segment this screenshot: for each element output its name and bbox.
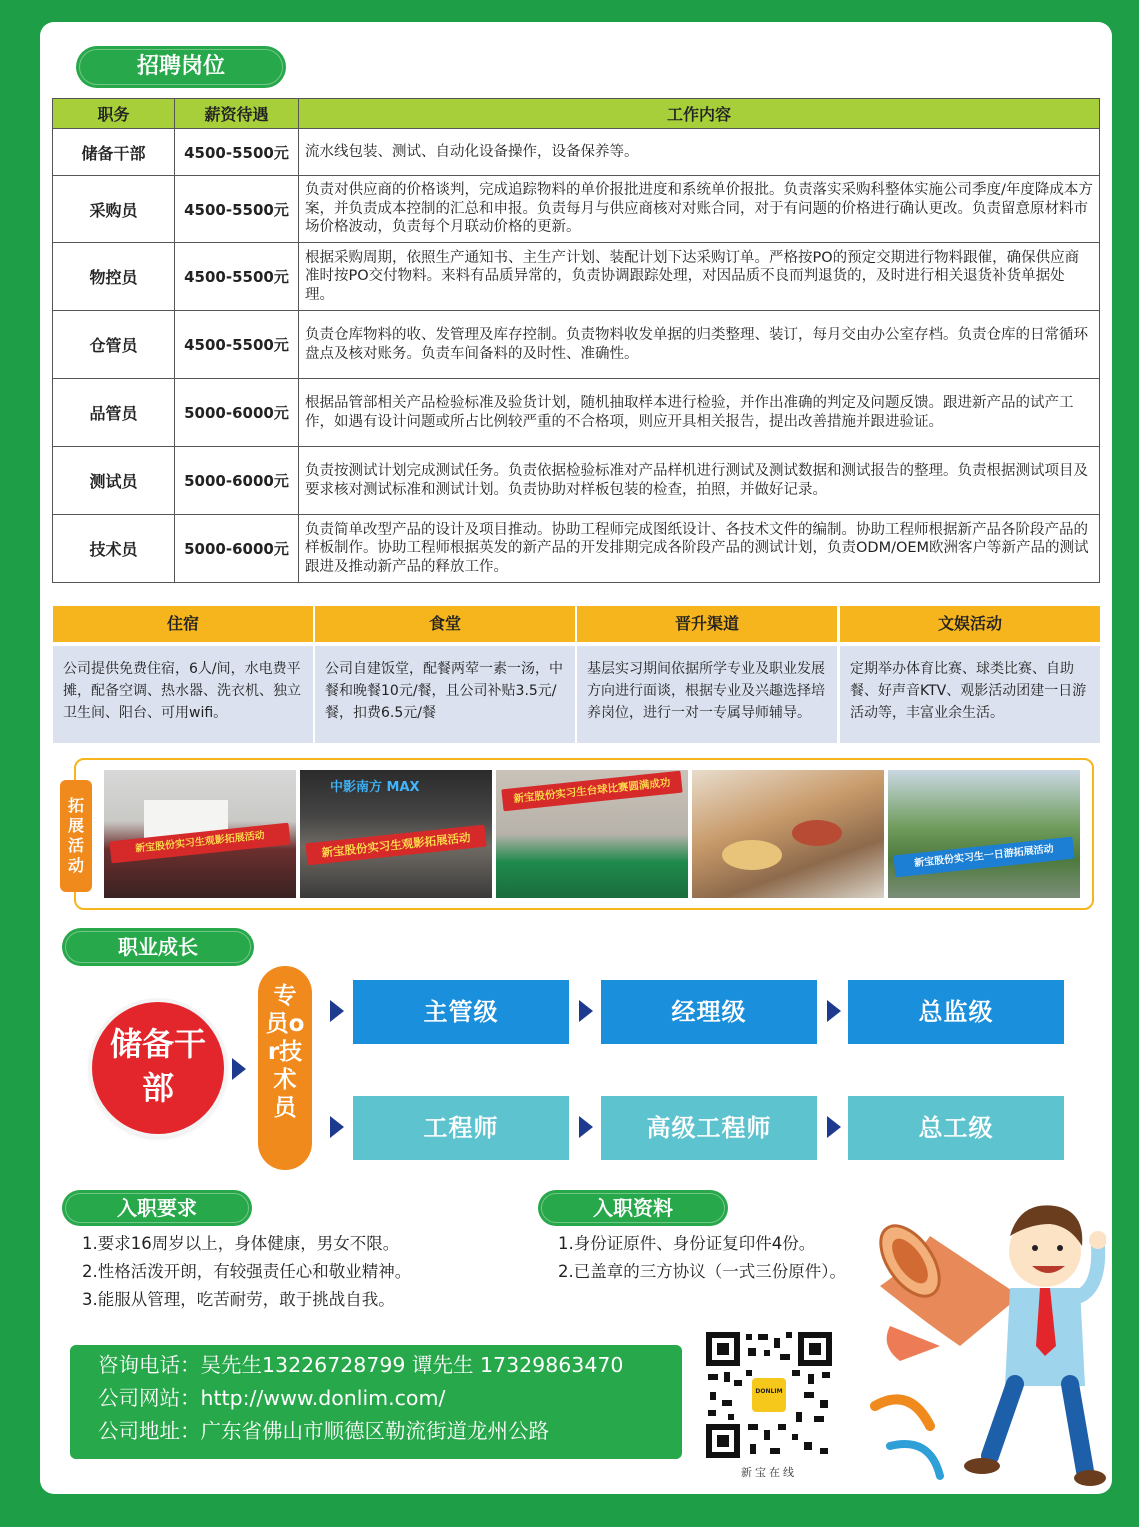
table-row xyxy=(53,515,1100,583)
career-branch-label: 专员or技术员 xyxy=(265,983,305,1121)
job-duty: 根据品管部相关产品检验标准及验货计划，随机抽取样本进行检验，并作出准确的判定及问题反馈。跟进新产品的试产工作，如遇有设计问题或所占比例较严重的不合格项，则应开具相关报告，提出改善措施并跟进验证。 xyxy=(299,379,1100,447)
qr-logo-text: DONLIM xyxy=(755,1388,783,1395)
list-item: 1.身份证原件、身份证复印件4份。 xyxy=(558,1234,816,1253)
table-row xyxy=(53,129,1100,176)
jobs-table xyxy=(52,98,1100,583)
job-salary: 5000-6000元 xyxy=(175,515,299,583)
arrow-right-icon xyxy=(330,1000,344,1022)
career-level-chief-engineer: 总工级 xyxy=(848,1096,1064,1160)
recruit-section-title: 招聘岗位 xyxy=(76,46,286,88)
activity-banner: 新宝股份实习生观影拓展活动 xyxy=(305,825,486,866)
activity-photo-cinema-group xyxy=(300,770,492,898)
job-salary: 4500-5500元 xyxy=(175,311,299,379)
megaphone-character-illustration xyxy=(870,1176,1106,1496)
header-duty: 工作内容 xyxy=(299,99,1100,129)
job-salary: 4500-5500元 xyxy=(175,176,299,243)
arrow-right-icon xyxy=(579,1116,593,1138)
table-row xyxy=(53,447,1100,515)
contact-address: 公司地址：广东省佛山市顺德区勒流街道龙州公路 xyxy=(98,1419,549,1443)
career-section-title: 职业成长 xyxy=(62,928,254,966)
activity-photo-buffet xyxy=(692,770,884,898)
job-salary: 4500-5500元 xyxy=(175,243,299,311)
job-duty: 负责简单改型产品的设计及项目推动。协助工程师完成图纸设计、各技术文件的编制。协助工程师根据新产品各阶段产品的样板制作。协助工程师根据英发的新产品的开发排期完成各阶段产品的测试计划，负责ODM/OEM欧洲客户等新产品的测试跟进及推动新产品的释放工作。 xyxy=(299,515,1100,583)
activity-photo-outing xyxy=(888,770,1080,898)
job-salary: 4500-5500元 xyxy=(175,129,299,176)
activity-banner: 新宝股份实习生一日游拓展活动 xyxy=(893,837,1074,878)
benefit-text: 公司提供免费住宿，6人/间，水电费平摊，配备空调、热水器、洗衣机、独立卫生间、阳台、可用wifi。 xyxy=(53,646,313,743)
contact-phone: 咨询电话：吴先生13226728799 谭先生 17329863470 xyxy=(98,1353,624,1377)
benefit-entertainment xyxy=(840,606,1100,743)
arrow-right-icon xyxy=(827,1116,841,1138)
benefit-housing xyxy=(53,606,313,743)
career-level-supervisor: 主管级 xyxy=(353,980,569,1044)
documents-list xyxy=(558,1230,846,1286)
benefit-title: 文娱活动 xyxy=(840,606,1100,642)
benefit-canteen xyxy=(315,606,575,743)
job-salary: 5000-6000元 xyxy=(175,447,299,515)
career-level-director: 总监级 xyxy=(848,980,1064,1044)
food-tray xyxy=(792,820,842,846)
job-salary: 5000-6000元 xyxy=(175,379,299,447)
benefit-title: 住宿 xyxy=(53,606,313,642)
requirements-section-title: 入职要求 xyxy=(62,1190,252,1226)
cinema-sign: 中影南方 MAX xyxy=(330,780,420,795)
arrow-right-icon xyxy=(827,1000,841,1022)
table-row xyxy=(53,243,1100,311)
career-level-engineer: 工程师 xyxy=(353,1096,569,1160)
activity-banner: 新宝股份实习生台球比赛圆满成功 xyxy=(501,771,682,812)
job-duty: 流水线包装、测试、自动化设备操作，设备保养等。 xyxy=(299,129,1100,176)
table-row xyxy=(53,379,1100,447)
activities-tag: 拓展活动 xyxy=(60,780,92,892)
career-level-senior-engineer: 高级工程师 xyxy=(601,1096,817,1160)
header-salary: 薪资待遇 xyxy=(175,99,299,129)
arrow-right-icon xyxy=(330,1116,344,1138)
career-level-manager: 经理级 xyxy=(601,980,817,1044)
activity-photo-billiards xyxy=(496,770,688,898)
activity-photo-cinema-hall xyxy=(104,770,296,898)
benefit-text: 基层实习期间依据所学专业及职业发展方向进行面谈，根据专业及兴趣选择培养岗位，进行一对一专属导师辅导。 xyxy=(577,646,837,743)
benefit-title: 晋升渠道 xyxy=(577,606,837,642)
list-item: 2.已盖章的三方协议（一式三份原件）。 xyxy=(558,1262,846,1281)
job-position: 储备干部 xyxy=(53,129,175,176)
arrow-right-icon xyxy=(579,1000,593,1022)
job-position: 仓管员 xyxy=(53,311,175,379)
job-position: 技术员 xyxy=(53,515,175,583)
food-tray xyxy=(722,840,782,870)
qr-caption: 新宝在线 xyxy=(741,1466,797,1479)
contact-box xyxy=(70,1345,682,1459)
job-position: 采购员 xyxy=(53,176,175,243)
benefit-text: 公司自建饭堂，配餐两荤一素一汤，中餐和晚餐10元/餐，且公司补贴3.5元/餐，扣费6.5元/餐 xyxy=(315,646,575,743)
list-item: 3.能服从管理，吃苦耐劳，敢于挑战自我。 xyxy=(82,1290,395,1309)
job-duty: 负责仓库物料的收、发管理及库存控制。负责物料收发单据的归类整理、装订，每月交由办公室存档。负责仓库的日常循环盘点及核对账务。负责车间备料的及时性、准确性。 xyxy=(299,311,1100,379)
jobs-table-header xyxy=(53,99,1100,129)
documents-section-title: 入职资料 xyxy=(538,1190,728,1226)
activity-banner: 新宝股份实习生观影拓展活动 xyxy=(109,823,290,864)
job-duty: 根据采购周期，依照生产通知书、主生产计划、装配计划下达采购订单。严格按PO的预定交期进行物料跟催，确保供应商准时按PO交付物料。来料有品质异常的，负责协调跟踪处理，对因品质不良而判退货的，及时进行相关退货补货单据处理。 xyxy=(299,243,1100,311)
benefit-title: 食堂 xyxy=(315,606,575,642)
arrow-right-icon xyxy=(232,1058,246,1080)
job-position: 测试员 xyxy=(53,447,175,515)
table-row xyxy=(53,176,1100,243)
list-item: 2.性格活泼开朗，有较强责任心和敬业精神。 xyxy=(82,1262,412,1281)
job-duty: 负责按测试计划完成测试任务。负责依据检验标准对产品样机进行测试及测试数据和测试报告的整理。负责根据测试项目及要求核对测试标准和测试计划。负责协助对样板包装的检查，拍照，并做好记录。 xyxy=(299,447,1100,515)
job-position: 品管员 xyxy=(53,379,175,447)
job-duty: 负责对供应商的价格谈判，完成追踪物料的单价报批进度和系统单价报批。负责落实采购科整体实施公司季度/年度降成本方案，并负责成本控制的汇总和申报。负责每月与供应商核对对账合同，对于有问题的价格进行确认更改。负责留意原材料市场价格波动，负责每个月联动价格的更新。 xyxy=(299,176,1100,243)
header-position: 职务 xyxy=(53,99,175,129)
list-item: 1.要求16周岁以上，身体健康，男女不限。 xyxy=(82,1234,400,1253)
benefit-promotion xyxy=(577,606,837,743)
qr-code[interactable] xyxy=(704,1330,834,1460)
career-start-label: 储备干部 xyxy=(109,1025,206,1107)
benefit-text: 定期举办体育比赛、球类比赛、自助餐、好声音KTV、观影活动团建一日游活动等，丰富业余生活。 xyxy=(840,646,1100,743)
requirements-list xyxy=(82,1230,411,1314)
table-row xyxy=(53,311,1100,379)
contact-website[interactable]: 公司网站：http://www.donlim.com/ xyxy=(98,1386,446,1410)
job-position: 物控员 xyxy=(53,243,175,311)
